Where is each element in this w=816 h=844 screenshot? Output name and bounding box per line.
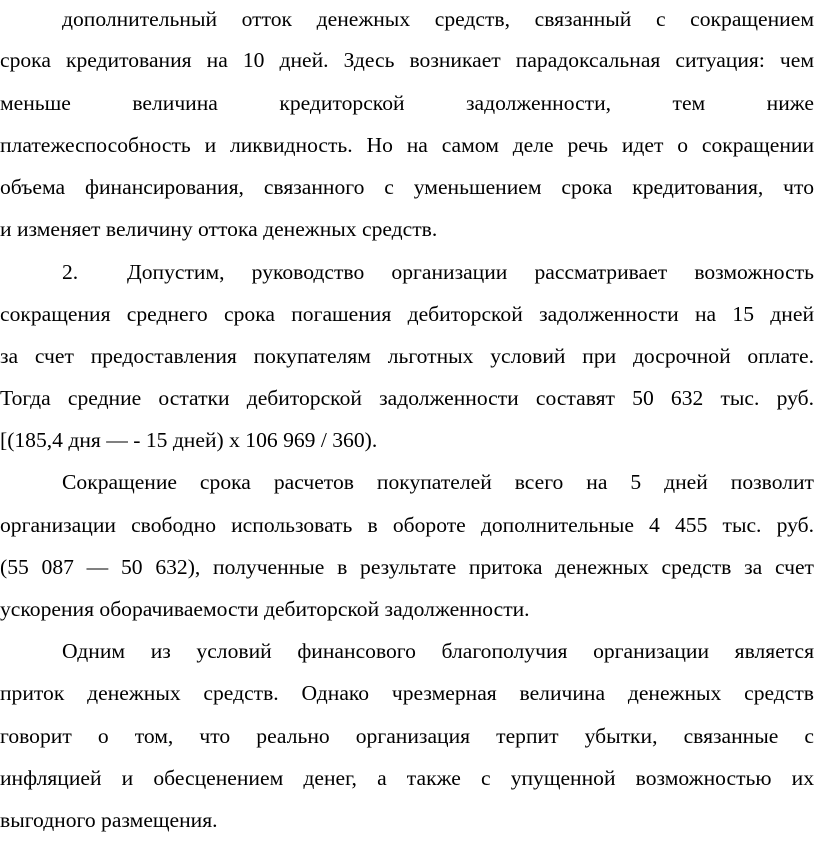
text-line-5: объема финансирования, связанного с уменьшением срока кредитования, что <box>0 175 814 199</box>
text-line-19: инфляцией и обесценением денег, а также с упущенной возможностью их <box>0 766 814 790</box>
numbered-paragraph-line <box>0 262 816 288</box>
text-line-18: говорит о том, что реально организация терпит убытки, связанные с <box>0 724 814 748</box>
text-line-15: ускорения оборачиваемости дебиторской задолженности. <box>0 597 530 621</box>
text-line-12: Сокращение срока расчетов покупателей всего на 5 дней позволит <box>62 470 814 494</box>
text-line-13: организации свободно использовать в обороте дополнительные 4 455 тыс. руб. <box>0 513 814 537</box>
text-line-4: платежеспособность и ликвидность. Но на самом деле речь идет о сокращении <box>0 133 814 157</box>
text-line-8: сокращения среднего срока погашения дебиторской задолженности на 15 дней <box>0 302 814 326</box>
text-line-17: приток денежных средств. Однако чрезмерная величина денежных средств <box>0 681 814 705</box>
text-line-16: Одним из условий финансового благополучия организации является <box>62 639 814 663</box>
list-number: 2. <box>62 260 79 284</box>
text-line-3: меньше величина кредиторской задолженности, тем ниже <box>0 91 814 115</box>
text-line-11: [(185,4 дня — - 15 дней) х 106 969 / 360). <box>0 428 378 452</box>
text-line-10: Тогда средние остатки дебиторской задолженности составят 50 632 тыс. руб. <box>0 386 814 410</box>
text-line-9: за счет предоставления покупателям льготных условий при досрочной оплате. <box>0 344 814 368</box>
text-line-1: дополнительный отток денежных средств, связанный с сокращением <box>62 7 814 31</box>
text-line-14: (55 087 — 50 632), полученные в результате притока денежных средств за счет <box>0 555 814 579</box>
text-line-20: выгодного размещения. <box>0 808 218 832</box>
text-line-7: Допустим, руководство организации рассматривает возможность <box>127 260 814 284</box>
text-line-2: срока кредитования на 10 дней. Здесь возникает парадоксальная ситуация: чем <box>0 48 814 72</box>
text-line-6: и изменяет величину оттока денежных средств. <box>0 217 438 241</box>
